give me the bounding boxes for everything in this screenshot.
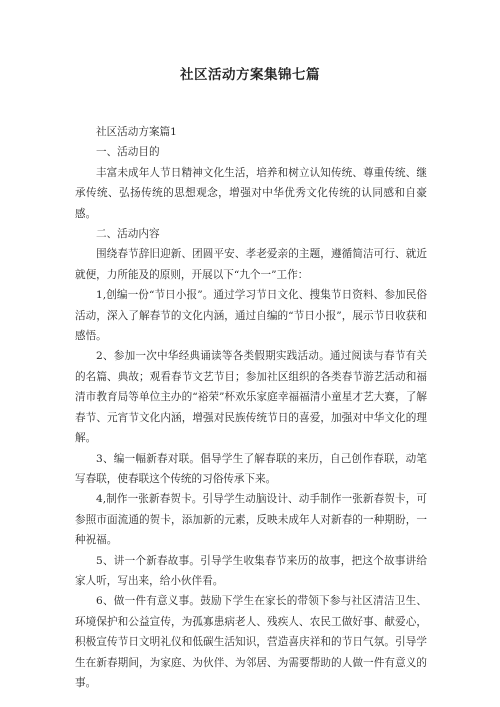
list-item: 4,制作一张新春贺卡。引导学生动脑设计、动手制作一张新春贺卡，可参照市面流通的贺卡，添加新的元素，反映未成年人对新春的一种期盼，一种祝福。 <box>75 493 427 547</box>
subheading-purpose: 一、活动目的 <box>96 146 160 159</box>
list-item: 5、讲一个新春故事。引导学生收集春节来历的故事，把这个故事讲给家人听，写出来，给小伙伴看。 <box>75 554 427 587</box>
subheading-content: 二、活动内容 <box>96 228 160 241</box>
document-title: 社区活动方案集锦七篇 <box>180 67 320 83</box>
paragraph: 围绕春节辞旧迎新、团圆平安、孝老爱亲的主题，遵循简洁可行、就近就便，力所能及的原则，开展以下“九个一”工作： <box>75 248 427 281</box>
paragraph: 丰富未成年人节日精神文化生活，培养和树立认知传统、尊重传统、继承传统、弘扬传统的思想观念，增强对中华优秀文化传统的认同感和自豪感。 <box>75 166 427 220</box>
list-item: 1,创编一份“节日小报”。通过学习节日文化、搜集节日资料、参加民俗活动，深入了解春节的文化内涵，通过自编的“节日小报”，展示节日收获和感悟。 <box>75 289 427 343</box>
list-item: 2、参加一次中华经典诵读等各类假期实践活动。通过阅读与春节有关的名篇、典故；观看春节文艺节目；参加社区组织的各类春节游艺活动和福清市教育局等单位主办的“裕荣”杯欢乐家庭幸福福清小童星才艺大赛，了解春节、元宵节文化内涵，增强对民族传统节日的喜爱，加强对中华文化的理解。 <box>75 350 427 445</box>
document-body <box>75 122 427 693</box>
list-item: 3、编一幅新春对联。倡导学生了解春联的来历，自己创作春联，动笔写春联，使春联这个传统的习俗传承下来。 <box>75 452 427 485</box>
list-item: 6、做一件有意义事。鼓励下学生在家长的带领下参与社区清洁卫生、环境保护和公益宣传，为孤寡患病老人、残疾人、农民工做好事、献爱心，积极宣传节日文明礼仪和低碳生活知识，营造喜庆祥和的节日气氛。引导学生在新春期间，为家庭、为伙伴、为邻居、为需要帮助的人做一件有意义的事。 <box>75 595 427 689</box>
section-heading: 社区活动方案篇1 <box>96 126 177 138</box>
